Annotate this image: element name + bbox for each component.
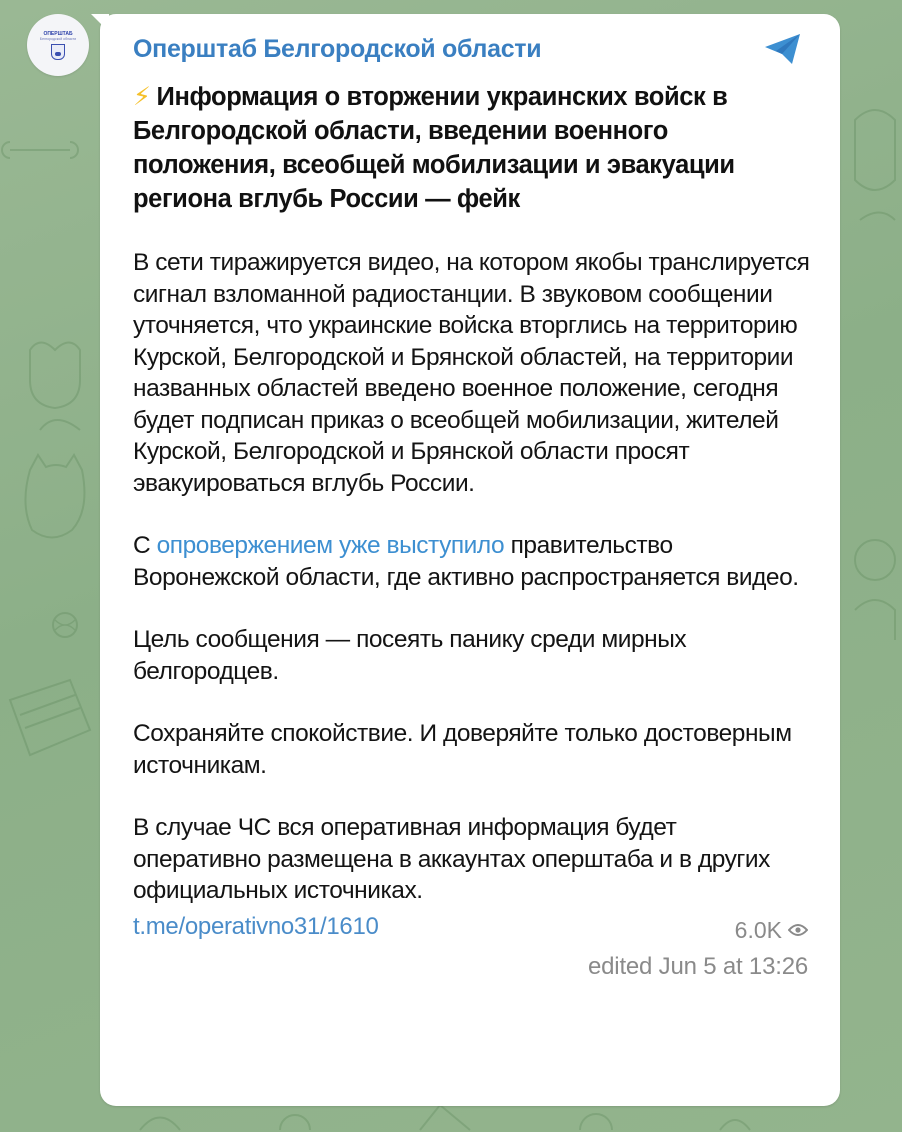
lightning-icon: ⚡ <box>133 83 151 111</box>
coat-of-arms-icon <box>51 44 65 60</box>
view-count-value: 6.0K <box>734 916 782 943</box>
paragraph-suffix: правительство Воронежской области, где активно распространяется видео. <box>133 532 799 591</box>
post-paragraph-5: В случае ЧС вся оперативная информация будет оперативно размещена в аккаунтах оперштаба и в других официальных источниках. <box>133 814 770 904</box>
message-header <box>133 32 810 66</box>
channel-avatar[interactable] <box>27 14 89 76</box>
cat-doodle-icon <box>10 330 100 450</box>
telegram-share-icon[interactable] <box>762 32 804 66</box>
box-doodle-icon <box>0 660 100 780</box>
bone-doodle-icon <box>0 120 90 180</box>
paragraph-prefix: С <box>133 532 157 559</box>
cat-doodle-icon <box>845 100 902 260</box>
cat-doodle-icon <box>15 440 95 580</box>
avatar-subtitle: Белгородской области <box>39 36 77 41</box>
message-bubble <box>100 14 840 1106</box>
post-paragraph-2 <box>133 530 810 593</box>
edited-timestamp: edited Jun 5 at 13:26 <box>588 952 808 980</box>
message-footer <box>133 913 810 983</box>
headline-text: Информация о вторжении украинских войск в Белгородской области, введении военного положения, всеобщей мобилизации и эвакуации региона вглубь России — фейк <box>133 83 735 213</box>
post-paragraph-4: Сохраняйте спокойствие. И доверяйте только достоверным источникам. <box>133 720 792 779</box>
view-count <box>735 917 808 944</box>
avatar-title: ОПЕРШТАБ <box>43 30 73 37</box>
yarn-ball-icon <box>40 600 90 650</box>
refutation-link[interactable]: опровержением уже выступило <box>156 532 505 559</box>
eye-icon <box>788 923 808 937</box>
post-paragraph-3: Цель сообщения — посеять панику среди мирных белгородцев. <box>133 626 687 685</box>
channel-name-link[interactable]: Оперштаб Белгородской области <box>133 34 542 63</box>
post-paragraph-1: В сети тиражируется видео, на котором якобы транслируется сигнал взломанной радиостанции. В звуковом сообщении уточняется, что украинские войска вторглись на территорию Курской, Белгородской и Брянской областей, на территории названных областей введено военное положение, сегодня будет подписан приказ о всеобщей мобилизации, жителей Курской, Белгородской и Брянской области просят эвакуироваться вглубь России. <box>133 249 810 497</box>
cat-doodle-icon <box>845 520 902 660</box>
post-permalink[interactable]: t.me/operativno31/1610 <box>133 912 379 940</box>
post-headline <box>133 80 810 216</box>
